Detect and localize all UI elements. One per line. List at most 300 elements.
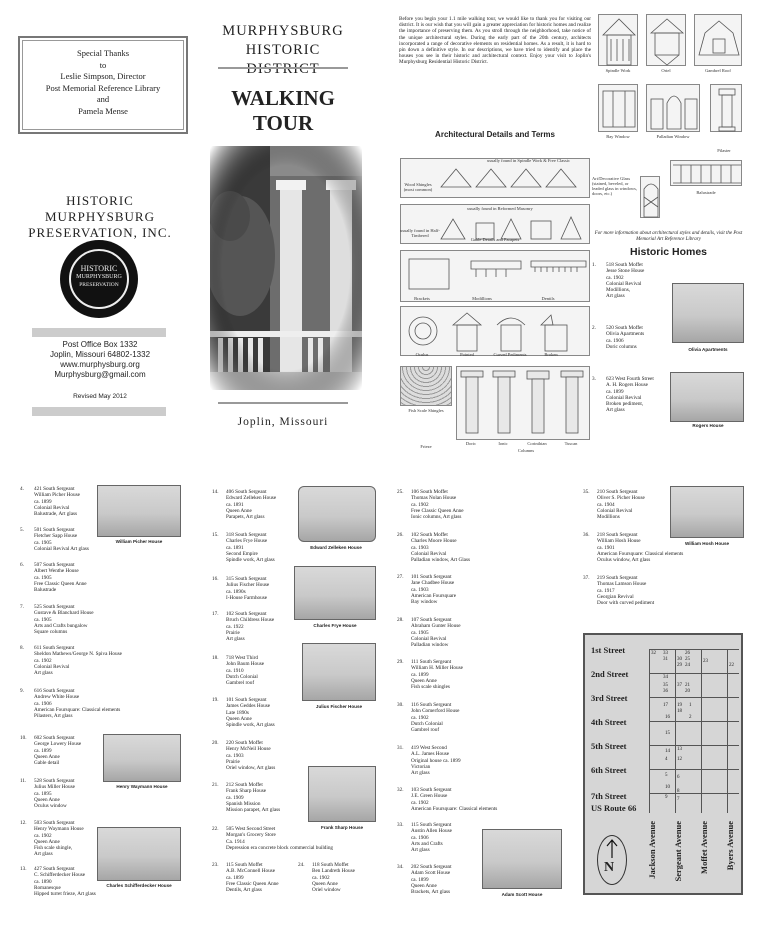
entry-number: 12.	[20, 820, 27, 826]
entry-detail: Free Classic Queen Anne	[411, 507, 464, 514]
home-entry	[397, 787, 515, 812]
city-zip: Joplin, Missouri 64802-1332	[49, 350, 151, 359]
entry-detail: Adam Scott House	[411, 870, 451, 877]
entry-detail: Jane Chadbee House	[411, 580, 455, 587]
home-entry	[212, 697, 330, 729]
lot-number: 22	[729, 663, 734, 668]
entry-address: 525 South Sergeant	[34, 604, 75, 610]
columns-illustration	[456, 366, 590, 440]
entry-detail: ca. 1905	[411, 629, 429, 636]
org-title-line: PRESERVATION, INC.	[28, 225, 172, 240]
entry-detail: ca. 1906	[606, 337, 624, 344]
lot-number: 31	[663, 657, 668, 662]
route-label: US Route 66	[591, 803, 637, 813]
seal-text: HISTORIC	[80, 264, 118, 273]
street-label: 7th Street	[591, 791, 627, 801]
lot-number: 4	[665, 757, 668, 762]
architecture-heading: Architectural Details and Terms	[435, 130, 555, 139]
entry-address: 118 South Moffet	[312, 862, 349, 868]
avenue-label: Byers Avenue	[725, 821, 735, 871]
entry-detail: Andrew White House	[34, 694, 80, 701]
entry-address: 528 South Sergeant	[34, 778, 75, 784]
entry-detail: Fish scale shingles	[411, 684, 450, 691]
entry-number: 19.	[212, 697, 219, 703]
entry-address: 116 South Sergeant	[411, 702, 452, 708]
term-caption: Ionic	[498, 441, 508, 446]
term-caption: Modillions	[472, 296, 492, 301]
photo-caption: Charles Frye House	[313, 623, 357, 628]
lot-number: 21	[685, 683, 690, 688]
term-caption: Balustrade	[696, 190, 716, 195]
entry-detail: ca. 1905	[34, 574, 52, 581]
entry-detail: James Geddes House	[226, 703, 271, 710]
term-caption: Pilaster	[717, 148, 731, 153]
entry-detail: Dutch Colonial	[411, 720, 443, 727]
entry-number: 11.	[20, 778, 27, 784]
entry-number: 34.	[397, 864, 404, 870]
entry-detail: Modillions	[597, 514, 620, 521]
entry-number: 13.	[20, 866, 27, 872]
art-glass-illustration	[640, 176, 660, 218]
term-caption: Art/Decorative Glass (stained, beveled, or leaded glass in windows, doors, etc.)	[592, 176, 637, 196]
lot-number: 19	[677, 703, 682, 708]
entry-detail: Art glass	[34, 851, 53, 858]
entry-detail: Queen Anne	[411, 677, 437, 684]
entry-address: 202 South Sergeant	[411, 864, 452, 870]
entry-detail: Charles Frye House	[226, 538, 268, 545]
lot-number: 34	[663, 675, 668, 680]
avenue-label: Moffet Avenue	[699, 821, 709, 874]
waymann-house-photo	[103, 734, 181, 782]
district-map	[583, 633, 743, 895]
gray-divider	[32, 328, 166, 337]
entry-detail: William Hosh House	[597, 538, 641, 545]
org-title-line: HISTORIC MURPHYSBURG	[45, 193, 155, 224]
entry-number: 10.	[20, 735, 27, 741]
lot-number: 32	[651, 651, 656, 656]
entry-number: 29.	[397, 659, 404, 665]
entry-detail: Queen Anne	[312, 880, 338, 887]
city-subtitle: Joplin, Missouri	[237, 416, 329, 428]
entry-detail: Spindle work, Art glass	[226, 557, 275, 564]
entry-detail: C. Schifferdecker House	[34, 872, 86, 879]
entry-number: 14.	[212, 489, 219, 495]
intro-paragraph: Before you begin your 1.1 mile walking tour, we would like to thank you for visiting our district. It is our wish that you will gain a greater appreciation for historic homes and realize the importance of preserving them. As you stroll through the neighborhood, take notice of the unique architectural styles. During the early part of the 20th century, architects incorporated a range of decorative elements on residential homes. As a result, it is hard to pin down a definitive style. In our descriptions, we have tried to identify and place the houses you see in their historic and architectural context. Enjoy your visit to Joplin's Murphysburg Residential Historic District.	[399, 16, 591, 66]
lot-number: 35	[663, 683, 668, 688]
entry-number: 36.	[583, 532, 590, 538]
entry-address: 602 South Sergeant	[34, 735, 75, 741]
term-caption: Wood Shingles (most common)	[403, 182, 433, 192]
entry-detail: ca. 1899	[34, 747, 52, 754]
entry-detail: Prairie	[226, 758, 240, 765]
term-caption: Spindle Work	[605, 68, 631, 73]
lot-number: 12	[677, 757, 682, 762]
term-caption: Palladian Window	[656, 134, 690, 139]
street-label: 2nd Street	[591, 669, 629, 679]
entry-detail: Julius Miller House	[34, 784, 75, 791]
home-entry	[212, 862, 304, 894]
entry-detail: John Comerford House	[411, 708, 460, 715]
tour-word: TOUR	[252, 111, 314, 135]
entry-detail: Ionic columns, Art glass	[411, 514, 462, 521]
lot-number: 37	[677, 683, 682, 688]
entry-detail: Jesse Stone House	[606, 268, 645, 275]
balustrade-illustration	[670, 160, 742, 186]
entry-detail: Queen Anne	[34, 796, 60, 803]
photo-caption: William Picher House	[115, 539, 163, 544]
entry-number: 1.	[592, 262, 596, 268]
district-title	[208, 22, 358, 79]
lot-number: 16	[665, 715, 670, 720]
fish-scale-illustration	[400, 366, 452, 406]
entry-address: 115 South Sergeant	[411, 822, 452, 828]
entry-detail: American Foursquare	[411, 592, 457, 599]
entry-address: 102 South Moffet	[411, 532, 448, 538]
entry-detail: ca. 1891	[226, 501, 244, 508]
entry-number: 2.	[592, 325, 596, 331]
entry-detail: Balustrade, Art glass	[34, 511, 78, 518]
lot-number: 1	[689, 703, 692, 708]
entry-detail: ca. 1906	[34, 700, 52, 707]
entry-detail: Oriel window, Art glass	[226, 765, 276, 772]
entry-address: 219 South Sergeant	[597, 575, 638, 581]
olivia-apartments-photo	[672, 283, 744, 343]
entry-address: 501 South Sergeant	[34, 527, 75, 533]
entry-address: 101 South Sergeant	[411, 574, 452, 580]
photo-caption: Adam Scott House	[501, 892, 543, 897]
entry-address: 101 South Sergeant	[226, 697, 267, 703]
entry-address: 111 South Sergeant	[411, 659, 452, 665]
entry-detail: ca. 1905	[34, 539, 52, 546]
entry-address: 427 South Sergeant	[34, 866, 75, 872]
thanks-line: Special Thanks	[76, 48, 129, 58]
entry-detail: Sheldon Mathews/George N. Spiva House	[34, 651, 122, 658]
term-caption: Gable Details and Parapets	[470, 237, 520, 242]
home-entry	[20, 562, 138, 594]
lot-number: 23	[703, 659, 708, 664]
entry-number: 5.	[20, 527, 24, 533]
home-entry	[397, 532, 515, 564]
entry-detail: Free Classic Queen Anne	[34, 580, 87, 587]
org-seal-logo	[60, 240, 138, 318]
entry-address: 505 West Second Street	[226, 826, 276, 832]
home-entry	[20, 688, 138, 720]
entry-detail: ca. 1903	[411, 586, 429, 593]
lot-number: 7	[677, 797, 680, 802]
term-caption: Oriel	[661, 68, 671, 73]
photo-caption: Frank Sharp House	[320, 825, 364, 830]
entry-detail: Art glass	[411, 770, 430, 777]
entry-address: 212 South Moffet	[226, 782, 263, 788]
entry-detail: Austin Allen House	[411, 828, 452, 835]
entry-address: 106 South Moffet	[411, 489, 448, 495]
term-caption: Tuscan	[564, 441, 578, 446]
entry-number: 25.	[397, 489, 404, 495]
oriel-illustration	[646, 14, 686, 66]
home-entry	[20, 604, 138, 636]
entry-detail: A.L. James House	[411, 751, 450, 758]
entry-detail: Depression era concrete block commercial building	[226, 844, 334, 851]
term-caption: Fish Scale Shingles	[408, 408, 444, 413]
entry-detail: Broken pediment,	[606, 401, 644, 408]
term-caption: Pointed	[460, 352, 474, 357]
photo-caption: William Hosh House	[684, 541, 730, 546]
fischer-house-photo	[302, 643, 376, 701]
term-caption: usually found in Half-Timbered	[400, 228, 440, 238]
schifferdecker-house-photo	[97, 827, 181, 881]
entry-detail: Palladian window	[411, 642, 449, 649]
lot-number: 17	[663, 703, 668, 708]
entry-detail: ca. 1890s	[226, 588, 246, 595]
entry-detail: ca. 1902	[312, 874, 330, 881]
sharp-house-photo	[308, 766, 376, 822]
thanks-line: to	[99, 59, 107, 70]
entry-address: 419 West Second	[411, 745, 447, 751]
term-caption: Corinthian	[527, 441, 547, 446]
entry-number: 24.	[298, 862, 305, 868]
home-entry	[20, 778, 138, 810]
entry-number: 32.	[397, 787, 404, 793]
walking-tour-title	[208, 86, 358, 136]
entry-address: 623 West Fourth Street	[606, 376, 654, 382]
entry-detail: ca. 1909	[226, 794, 244, 801]
entry-detail: Oliver S. Picher House	[597, 495, 645, 502]
entry-number: 9.	[20, 688, 24, 694]
hosh-house-photo	[670, 486, 744, 538]
website-link[interactable]: www.murphysburg.org	[60, 360, 140, 369]
entry-detail: Square columns	[34, 629, 68, 636]
lot-number: 14	[665, 749, 670, 754]
roof-details-illustration	[400, 158, 590, 198]
zelleken-house-photo	[298, 486, 376, 542]
entry-number: 8.	[20, 645, 24, 651]
lot-number: 10	[665, 785, 670, 790]
entry-number: 4.	[20, 486, 24, 492]
entry-detail: Hipped turret frieze, Art glass	[34, 891, 96, 898]
entry-detail: Queen Anne	[226, 715, 252, 722]
entry-address: 503 South Sergeant	[34, 820, 75, 826]
porch-columns-photo	[210, 146, 362, 390]
entry-detail: Mission parapet, Art glass	[226, 807, 281, 814]
entry-detail: Dentils, Art glass	[226, 887, 262, 894]
picher-house-photo	[97, 485, 181, 537]
entry-detail: ca. 1922	[226, 623, 244, 630]
term-caption: Brackets	[414, 296, 430, 301]
entry-detail: Pilasters, Art glass	[34, 713, 73, 720]
entry-detail: Art glass	[226, 636, 245, 643]
contact-info	[20, 340, 180, 380]
street-label: 6th Street	[591, 765, 627, 775]
street-label: 5th Street	[591, 741, 627, 751]
entry-detail: Henry Waymann House	[34, 826, 84, 833]
home-entry	[397, 617, 515, 649]
lot-number: 20	[685, 689, 690, 694]
entry-detail: Second Empire	[226, 550, 258, 557]
entry-detail: Gambrel roof	[411, 727, 440, 734]
entry-detail: ca. 1901	[597, 544, 615, 551]
entry-number: 20.	[212, 740, 219, 746]
seal-text: MURPHYSBURG	[76, 274, 122, 280]
north-arrow-icon	[597, 835, 627, 885]
gambrel-roof-illustration	[694, 14, 742, 66]
street-label: 1st Street	[591, 645, 626, 655]
entry-detail: I-House Farmhouse	[226, 594, 268, 601]
entry-address: 115 South Moffet	[226, 862, 263, 868]
entry-detail: Art glass	[34, 670, 53, 677]
resource-note: For more information about architectural styles and details, visit the Post Memorial Art Reference Library	[594, 231, 743, 242]
entry-detail: Art glass	[411, 847, 430, 854]
entry-detail: Oculus window, Art glass	[597, 557, 651, 564]
entry-detail: Balustrade	[34, 587, 57, 594]
entry-detail: ca. 1903	[411, 544, 429, 551]
entry-detail: ca. 1902	[606, 274, 624, 281]
photo-caption: Henry Waymann House	[116, 784, 168, 789]
entry-detail: Thomas Lamson House	[597, 581, 647, 588]
term-caption: Oculus	[415, 352, 429, 357]
entry-number: 31.	[397, 745, 404, 751]
entry-detail: Arts and Crafts bungalow	[34, 622, 88, 629]
entry-detail: Romanesque	[34, 884, 61, 891]
entry-detail: Fish scale shingle,	[34, 845, 73, 852]
revised-date: Revised May 2012	[73, 393, 127, 400]
entry-number: 17.	[212, 611, 219, 617]
photo-caption: Olivia Apartments	[688, 347, 728, 352]
flourish-divider	[218, 402, 348, 404]
entry-number: 22.	[212, 826, 219, 832]
entry-detail: Queen Anne	[34, 838, 60, 845]
entry-detail: Bay window	[411, 599, 438, 606]
entry-detail: Arts and Crafts	[411, 840, 443, 847]
palladian-window-illustration	[646, 84, 700, 132]
scott-house-photo	[482, 829, 562, 889]
entry-number: 3.	[592, 376, 596, 382]
home-entry	[583, 575, 701, 607]
lot-number: 15	[665, 731, 670, 736]
entry-detail: Doric columns	[606, 343, 637, 350]
entry-detail: Door with curved pediment	[597, 600, 655, 607]
lot-number: 24	[685, 663, 690, 668]
entry-address: 103 South Sergeant	[411, 787, 452, 793]
entry-detail: Colonial Revival	[597, 507, 633, 514]
entry-detail: Queen Anne	[34, 753, 60, 760]
thanks-line: Leslie Simpson, Director	[60, 71, 146, 81]
entry-address: 318 South Sergeant	[226, 532, 267, 538]
home-entry	[397, 702, 515, 734]
photo-caption: Julius Fischer House	[315, 704, 363, 709]
lot-number: 30	[677, 657, 682, 662]
lot-number: 6	[677, 775, 680, 780]
pilaster-illustration	[710, 84, 742, 132]
entry-detail: Queen Anne	[226, 507, 252, 514]
entry-detail: ca. 1917	[597, 587, 615, 594]
entry-detail: American Foursquare: Classical elements	[411, 805, 498, 812]
term-caption: usually found in Spindle Work & Free Classic	[487, 158, 570, 163]
home-entry	[397, 489, 515, 521]
entry-detail: William Picher House	[34, 492, 80, 499]
entry-detail: Colonial Revival	[411, 635, 447, 642]
entry-detail: Palladian window, Art Glass	[411, 557, 471, 564]
entry-address: 520 South Moffet	[606, 325, 643, 331]
entry-number: 30.	[397, 702, 404, 708]
lot-number: 5	[665, 773, 668, 778]
term-caption: usually found in Reformed Masonry	[467, 206, 533, 211]
district-line: MURPHYSBURG	[222, 23, 344, 39]
entry-address: 107 South Sergeant	[411, 617, 452, 623]
spindle-work-illustration	[598, 14, 638, 66]
street-label: 4th Street	[591, 717, 627, 727]
entry-detail: Fletcher Sapp House	[34, 533, 78, 540]
entry-detail: William H. Miller House	[411, 665, 463, 672]
entry-address: 210 South Sergeant	[597, 489, 638, 495]
lot-number: 18	[677, 709, 682, 714]
org-title	[10, 193, 190, 241]
entry-detail: Edward Zelleken House	[226, 495, 277, 502]
entry-detail: Ca. 1914	[226, 838, 245, 845]
address: Post Office Box 1332	[62, 340, 138, 349]
entry-detail: A. H. Rogers House	[606, 382, 648, 389]
home-entry	[397, 745, 515, 777]
entry-number: 27.	[397, 574, 404, 580]
entry-detail: ca. 1904	[597, 501, 615, 508]
avenue-label: Jackson Avenue	[647, 821, 657, 879]
entry-detail: ca. 1899	[606, 388, 624, 395]
entry-detail: ca. 1891	[226, 544, 244, 551]
email-link[interactable]: Murphysburg@gmail.com	[54, 370, 146, 379]
entry-detail: Bruch Childress House	[226, 617, 275, 624]
entry-detail: ca. 1906	[411, 834, 429, 841]
lot-number: 2	[689, 715, 692, 720]
entry-detail: ca. 1899	[34, 498, 52, 505]
entry-detail: Queen Anne	[411, 882, 437, 889]
term-caption: Frieze	[420, 444, 432, 449]
lot-number: 25	[685, 657, 690, 662]
entry-detail: Colonial Revival	[34, 663, 70, 670]
entry-number: 23.	[212, 862, 219, 868]
entry-detail: ca. 1890	[34, 878, 52, 885]
entry-detail: Art glass	[606, 407, 625, 414]
term-caption: Columns	[517, 448, 535, 453]
entry-detail: Julius Fischer House	[226, 582, 270, 589]
entry-detail: Original house ca. 1899	[411, 757, 461, 764]
entry-detail: Late 1890s	[226, 709, 249, 716]
seal-text: PRESERVATION	[79, 282, 119, 288]
entry-detail: ca. 1902	[34, 657, 52, 664]
term-caption: Doric	[465, 441, 477, 446]
entry-detail: Dutch Colonial	[226, 673, 258, 680]
home-entry	[397, 574, 515, 606]
entry-detail: Gambrel roof	[226, 680, 255, 687]
entry-detail: George Lowery House	[34, 741, 82, 748]
entry-number: 18.	[212, 655, 219, 661]
entry-address: 421 South Sergeant	[34, 486, 75, 492]
entry-address: 718 West Third	[226, 655, 258, 661]
entry-detail: Free Classic Queen Anne	[226, 880, 279, 887]
historic-homes-heading: Historic Homes	[629, 246, 708, 258]
special-thanks-box	[18, 36, 188, 134]
term-caption: Curved Pediments	[493, 352, 527, 357]
photo-caption: Edward Zelleken House	[310, 545, 362, 550]
entry-detail: Morgan's Grocery Store	[226, 832, 276, 839]
rogers-house-photo	[670, 372, 744, 422]
entry-address: 611 South Sergeant	[34, 645, 75, 651]
entry-detail: Spindle work, Art glass	[226, 722, 275, 729]
entry-number: 33.	[397, 822, 404, 828]
entry-detail: Victorian	[411, 763, 431, 770]
entry-detail: Colonial Revival	[34, 504, 70, 511]
lot-number: 29	[677, 663, 682, 668]
north-label: N	[604, 860, 615, 875]
lot-number: 36	[663, 689, 668, 694]
